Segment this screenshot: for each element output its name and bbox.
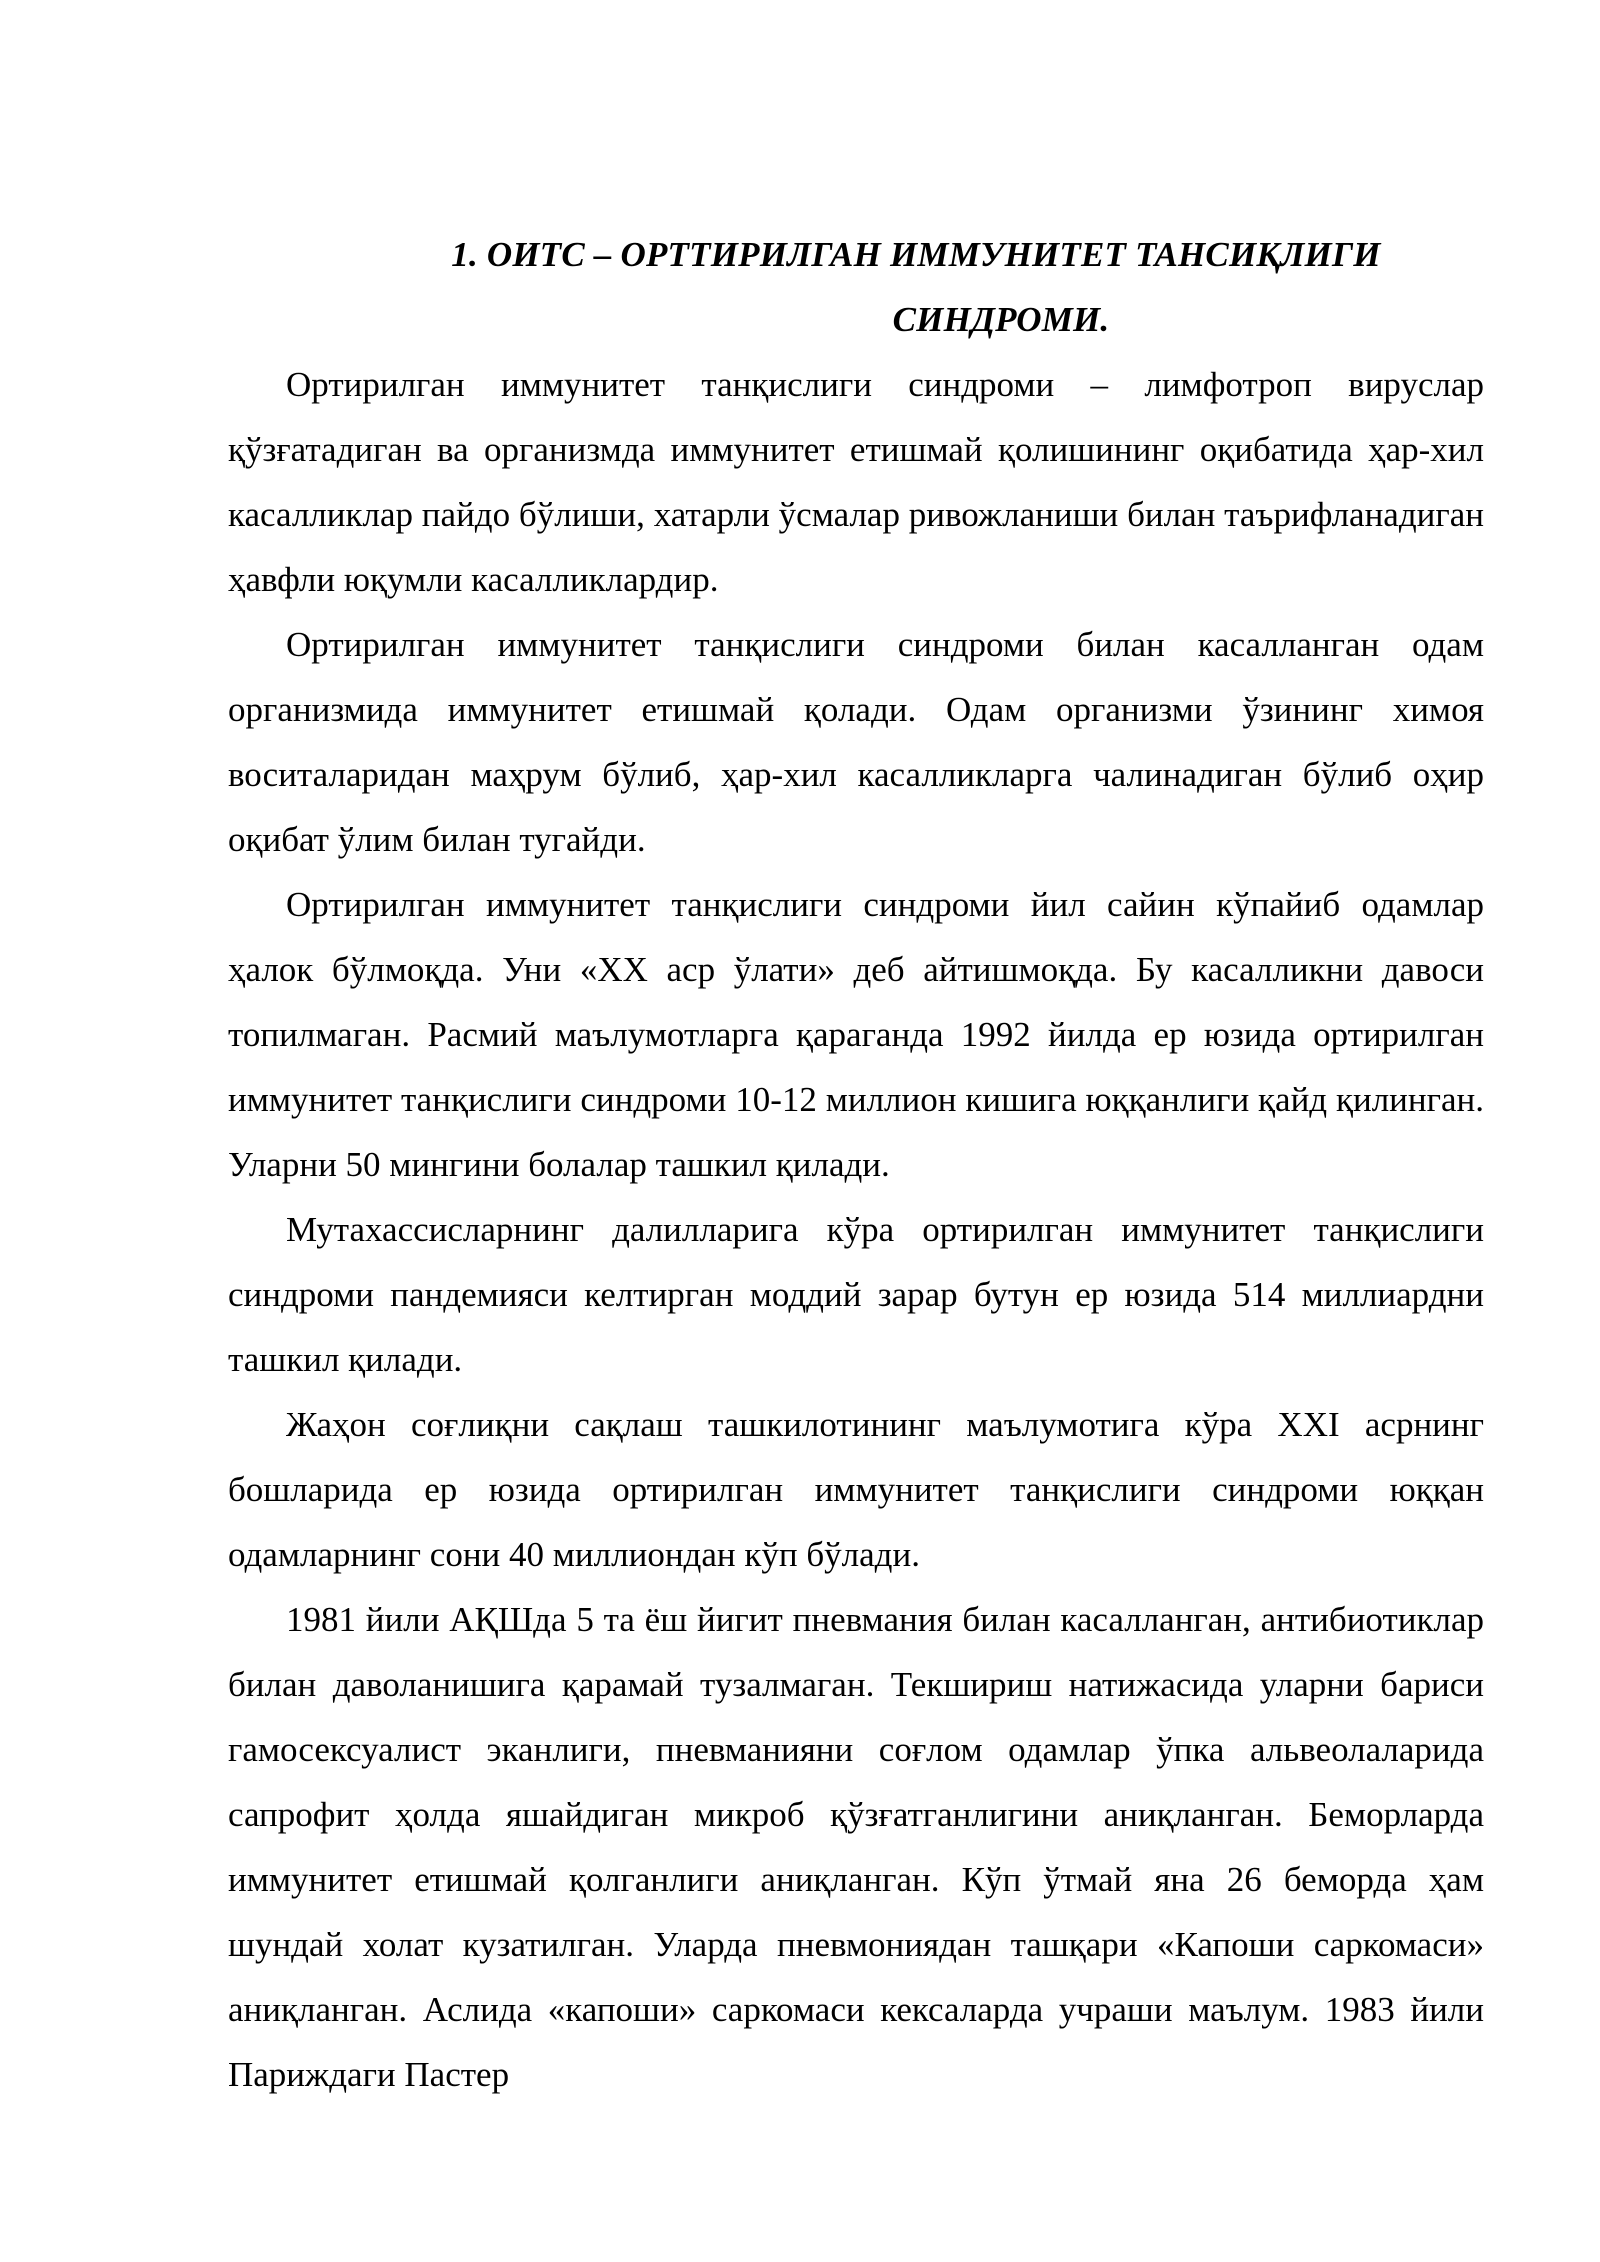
paragraph-6: 1981 йили АҚШда 5 та ёш йигит пневмания билан касалланган, антибиотиклар билан даволанишига қарамай тузалмаган. Текшириш натижасида уларни бариси гамосексуалист эканлиги, пневманияни соғлом одамлар ўпка альвеолаларида сапрофит ҳолда яшайдиган микроб қўзғатганлигини аниқланган. Беморларда иммунитет етишмай қолганлиги аниқланган. Кўп ўтмай яна 26 беморда ҳам шундай холат кузатилган. Уларда пневмониядан ташқари «Капоши саркомаси» аниқланган. Аслида «капоши» саркомаси кексаларда учраши маълум. 1983 йили Париждаги Пастер (228, 1600, 1484, 2094)
paragraph-5: Жаҳон соғлиқни сақлаш ташкилотининг маълумотига кўра XXI асрнинг бошларида ер юзида ортирилган иммунитет танқислиги синдроми юққан одамларнинг сони 40 миллиондан кўп бўлади. (228, 1405, 1484, 1574)
section-heading-line-1: 1. ОИТС – ОРТТИРИЛГАН ИММУНИТЕТ ТАНСИҚЛИГИ (451, 235, 1381, 274)
paragraph-4: Мутахассисларнинг далилларига кўра ортирилган иммунитет танқислиги синдроми пандемияси келтирган моддий зарар бутун ер юзида 514 миллиардни ташкил қилади. (228, 1210, 1484, 1379)
paragraph-3: Ортирилган иммунитет танқислиги синдроми йил сайин кўпайиб одамлар ҳалок бўлмоқда. Уни «XX аср ўлати» деб айтишмоқда. Бу касалликни давоси топилмаган. Расмий маълумотларга қараганда 1992 йилда ер юзида ортирилган иммунитет танқислиги синдроми 10-12 миллион кишига юққанлиги қайд қилинган. Уларни 50 мингини болалар ташкил қилади. (228, 885, 1484, 1184)
paragraph-1: Ортирилган иммунитет танқислиги синдроми – лимфотроп вируслар қўзғатадиган ва организмда иммунитет етишмай қолишининг оқибатида ҳар-хил касалликлар пайдо бўлиши, хатарли ўсмалар ривожланиши билан таърифланадиган ҳавфли юқумли касалликлардир. (228, 365, 1484, 599)
section-heading-line-2: СИНДРОМИ. (892, 300, 1110, 339)
section-heading (228, 222, 1484, 352)
paragraph-2: Ортирилган иммунитет танқислиги синдроми билан касалланган одам организмида иммунитет етишмай қолади. Одам организми ўзининг химоя воситаларидан маҳрум бўлиб, ҳар-хил касалликларга чалинадиган бўлиб оҳир оқибат ўлим билан тугайди. (228, 625, 1484, 859)
document-body (228, 222, 1484, 2107)
